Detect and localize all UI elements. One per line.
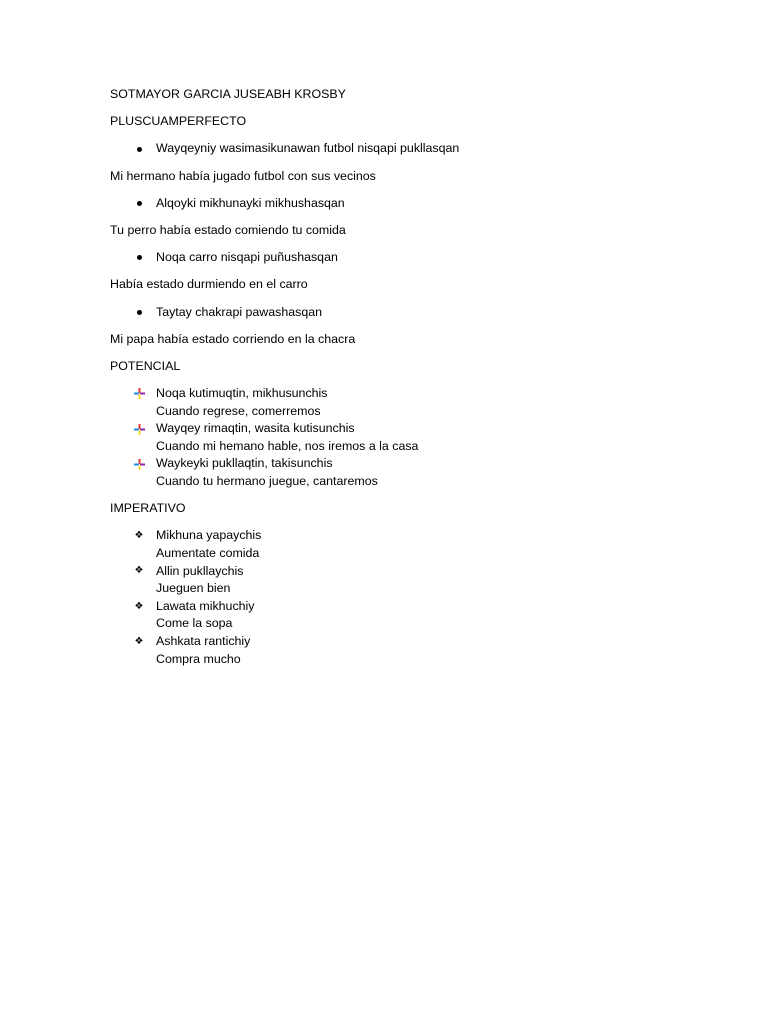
round-bullet-icon	[132, 140, 146, 158]
list-item	[110, 563, 670, 598]
bullet-list	[110, 249, 670, 267]
spanish-sentence: Había estado durmiendo en el carro	[110, 277, 308, 292]
spanish-sentence: Cuando regrese, comerremos	[156, 403, 321, 418]
quechua-sentence: Mikhuna yapaychis	[156, 528, 262, 543]
spanish-sentence: Cuando mi hemano hable, nos iremos a la casa	[156, 438, 419, 453]
quechua-sentence: Wayqey rimaqtin, wasita kutisunchis	[156, 421, 355, 436]
document-body	[110, 86, 670, 668]
spanish-sentence: Mi hermano había jugado futbol con sus vecinos	[110, 168, 376, 183]
list-item	[110, 385, 670, 420]
quechua-sentence: Wayqeyniy wasimasikunawan futbol nisqapi pukllasqan	[156, 141, 460, 156]
list-item	[110, 527, 670, 562]
imperativo-list	[110, 527, 670, 668]
four-diamond-bullet-icon: ❖	[134, 530, 144, 542]
quechua-sentence: Allin pukllaychis	[156, 563, 244, 578]
colorful-arrows-bullet-icon	[132, 385, 146, 403]
bullet-list	[110, 140, 670, 158]
bullet-list	[110, 304, 670, 322]
heading-pluscuamperfecto: PLUSCUAMPERFECTO	[110, 114, 247, 129]
list-item	[110, 195, 670, 213]
potencial-list	[110, 385, 670, 491]
spanish-sentence: Come la sopa	[156, 616, 233, 631]
bullet-list	[110, 195, 670, 213]
four-diamond-bullet-icon: ❖	[134, 600, 144, 612]
round-bullet-icon	[132, 249, 146, 267]
colorful-arrows-bullet-icon	[132, 420, 146, 438]
spanish-sentence: Tu perro había estado comiendo tu comida	[110, 222, 346, 237]
author-name: SOTMAYOR GARCIA JUSEABH KROSBY	[110, 87, 346, 101]
spanish-sentence: Compra mucho	[156, 651, 241, 666]
colorful-arrows-bullet-icon	[132, 455, 146, 473]
quechua-sentence: Ashkata rantichiy	[156, 633, 251, 648]
spanish-sentence: Cuando tu hermano juegue, cantaremos	[156, 474, 378, 489]
quechua-sentence: Lawata mikhuchiy	[156, 598, 255, 613]
spanish-sentence: Jueguen bien	[156, 581, 231, 596]
quechua-sentence: Noqa carro nisqapi puñushasqan	[156, 250, 338, 265]
list-item	[110, 304, 670, 322]
list-item	[110, 420, 670, 455]
spanish-sentence: Mi papa había estado corriendo en la chacra	[110, 331, 356, 346]
round-bullet-icon	[132, 195, 146, 213]
list-item	[110, 633, 670, 668]
quechua-sentence: Noqa kutimuqtin, mikhusunchis	[156, 386, 328, 401]
four-diamond-bullet-icon: ❖	[134, 565, 144, 577]
round-bullet-icon	[132, 304, 146, 322]
heading-potencial: POTENCIAL	[110, 358, 181, 373]
spanish-sentence: Aumentate comida	[156, 546, 260, 560]
list-item	[110, 598, 670, 633]
list-item	[110, 140, 670, 158]
quechua-sentence: Waykeyki pukllaqtin, takisunchis	[156, 456, 333, 471]
heading-imperativo: IMPERATIVO	[110, 501, 186, 516]
quechua-sentence: Alqoyki mikhunayki mikhushasqan	[156, 195, 345, 210]
four-diamond-bullet-icon: ❖	[134, 635, 144, 647]
quechua-sentence: Taytay chakrapi pawashasqan	[156, 304, 322, 319]
list-item	[110, 455, 670, 490]
list-item	[110, 249, 670, 267]
